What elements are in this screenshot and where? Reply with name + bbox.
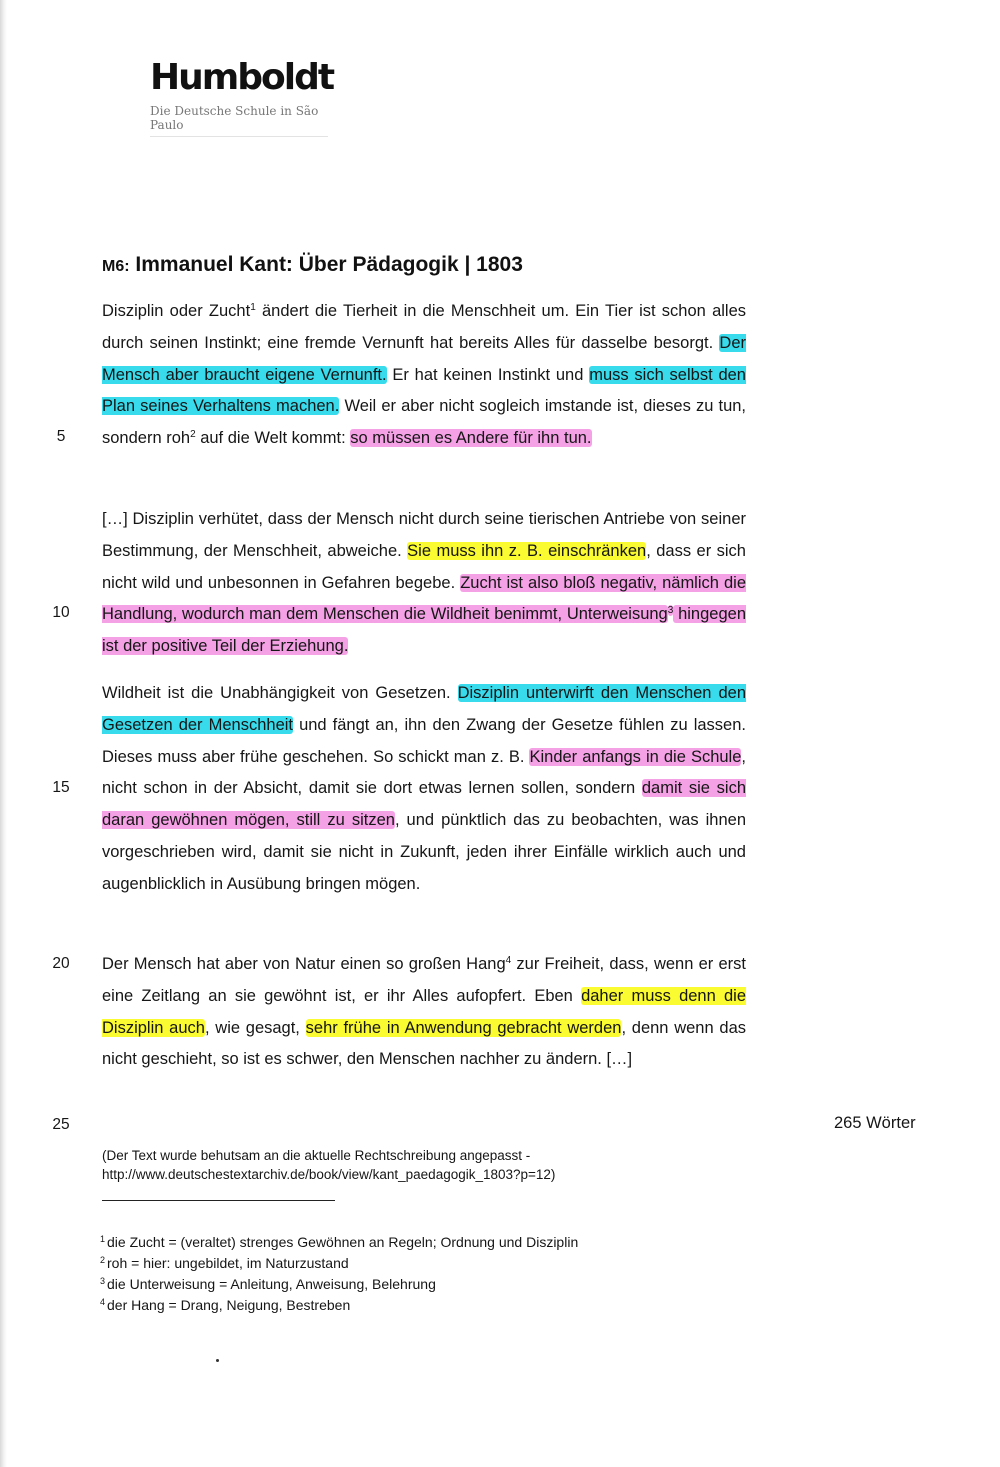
- text-span: , denn wenn das nicht geschieht, so ist es schwer, den Menschen nachher zu ändern. […]: [102, 1018, 747, 1069]
- source-note: [102, 1146, 555, 1184]
- footnote-separator: [102, 1200, 335, 1201]
- footnote-4: [100, 1295, 578, 1316]
- document-title: Immanuel Kant: Über Pädagogik | 1803: [135, 253, 523, 276]
- line-number: 25: [52, 1116, 70, 1133]
- highlight-pink: hingegen ist der positive Teil der Erziehung.: [102, 605, 746, 656]
- highlight-pink: so müssen es Andere für ihn tun.: [350, 429, 592, 448]
- school-logo: [150, 58, 333, 137]
- highlight-cyan: muss sich selbst den Plan seines Verhaltens machen.: [102, 365, 746, 416]
- text-span: ändert die Tierheit in die Menschheit um. Ein Tier ist schon alles durch seinen Instinkt; eine fremde Vernunft hat bereits Alles für dasselbe besorgt.: [102, 302, 747, 352]
- paragraph-4: [102, 949, 746, 1076]
- scan-page-edge: [0, 0, 7, 1467]
- source-url: http://www.deutschestextarchiv.de/book/view/kant_paedagogik_1803?p=12): [102, 1167, 556, 1182]
- footnote-ref-3: 3: [667, 605, 674, 617]
- footnote-text: roh = hier: ungebildet, im Naturzustand: [107, 1255, 349, 1271]
- line-number: 15: [52, 779, 70, 796]
- document-heading: [102, 253, 523, 277]
- footnote-number: 1: [100, 1234, 106, 1244]
- logo-wordmark: Humboldt: [150, 57, 334, 98]
- footnote-ref-1: 1: [250, 302, 256, 313]
- footnote-3: [100, 1274, 578, 1295]
- highlight-cyan: Der Mensch aber braucht eigene Vernunft.: [102, 333, 746, 384]
- footnote-text: die Zucht = (veraltet) strenges Gewöhnen an Regeln; Ordnung und Disziplin: [107, 1234, 579, 1250]
- footnote-text: die Unterweisung = Anleitung, Anweisung, Belehrung: [107, 1276, 436, 1292]
- paragraph-3: [102, 678, 746, 901]
- text-span: , dass er sich nicht wild und unbesonnen in Gefahren begebe.: [102, 541, 746, 592]
- highlight-cyan: Disziplin unterwirft den Menschen den Gesetzen der Menschheit: [102, 684, 746, 734]
- word-count: 265 Wörter: [834, 1114, 916, 1132]
- highlight-yellow: sehr frühe in Anwendung gebracht werden: [305, 1018, 622, 1037]
- highlight-pink: Kinder anfangs in die Schule: [529, 747, 742, 766]
- footnote-ref-4: 4: [505, 955, 512, 966]
- paragraph-1: [102, 296, 746, 455]
- text-span: Er hat keinen Instinkt und: [386, 365, 590, 384]
- source-line-1: (Der Text wurde behutsam an die aktuelle Rechtschreibung angepasst -: [102, 1148, 531, 1163]
- scan-speck: [216, 1359, 219, 1362]
- highlight-pink: damit sie sich daran gewöhnen mögen, still zu sitzen: [102, 779, 747, 830]
- text-span: Disziplin oder Zucht: [102, 302, 251, 320]
- highlight-yellow: Sie muss ihn z. B. einschränken: [407, 541, 647, 560]
- footnote-ref-2: 2: [190, 429, 196, 441]
- text-span: auf die Welt kommt:: [195, 429, 351, 448]
- line-number: 10: [52, 604, 70, 621]
- text-span: Der Mensch hat aber von Natur einen so großen Hang: [102, 955, 506, 973]
- line-number: 5: [56, 428, 66, 445]
- line-number: 20: [52, 955, 70, 972]
- highlight-pink: Zucht ist also bloß negativ, nämlich die Handlung, wodurch man dem Menschen die Wildheit benimmt, Unterweisung: [102, 573, 746, 624]
- footnote-2: [100, 1253, 578, 1274]
- highlight-yellow: daher muss denn die Disziplin auch: [102, 986, 746, 1037]
- footnote-number: 3: [100, 1276, 106, 1286]
- text-span: […] Disziplin verhütet, dass der Mensch nicht durch seine tierischen Antriebe von seiner Bestimmung, der Menschheit, abweiche.: [102, 510, 746, 560]
- footnote-number: 2: [100, 1255, 106, 1265]
- paragraph-2: [102, 504, 746, 663]
- footnotes: [100, 1232, 578, 1316]
- text-span: und fängt an, ihn den Zwang der Gesetze fühlen zu lassen. Dieses muss aber frühe geschehen. So schickt man z. B.: [102, 715, 746, 766]
- text-span: , und pünktlich das zu beobachten, was ihnen vorgeschrieben wird, damit sie nicht in Zukunft, jeden ihrer Einfälle wirklich auch und augenblicklich in Ausübung bringen mögen.: [102, 811, 746, 893]
- text-span: zur Freiheit, dass, wenn er erst eine Zeitlang an sie gewöhnt ist, er ihr Alles aufopfert. Eben: [102, 955, 746, 1005]
- footnote-1: [100, 1232, 578, 1253]
- text-span: Weil er aber nicht sogleich imstande ist, dieses zu tun, sondern roh: [102, 397, 747, 448]
- text-span: , wie gesagt,: [204, 1018, 306, 1037]
- text-span: Wildheit ist die Unabhängigkeit von Gesetzen.: [102, 684, 458, 702]
- footnote-text: der Hang = Drang, Neigung, Bestreben: [107, 1297, 351, 1313]
- material-code: M6:: [102, 258, 130, 275]
- footnote-number: 4: [100, 1297, 106, 1307]
- text-span: , nicht schon in der Absicht, damit sie dort etwas lernen sollen, sondern: [102, 747, 746, 798]
- logo-subtitle: Die Deutsche Schule in São Paulo: [150, 104, 328, 137]
